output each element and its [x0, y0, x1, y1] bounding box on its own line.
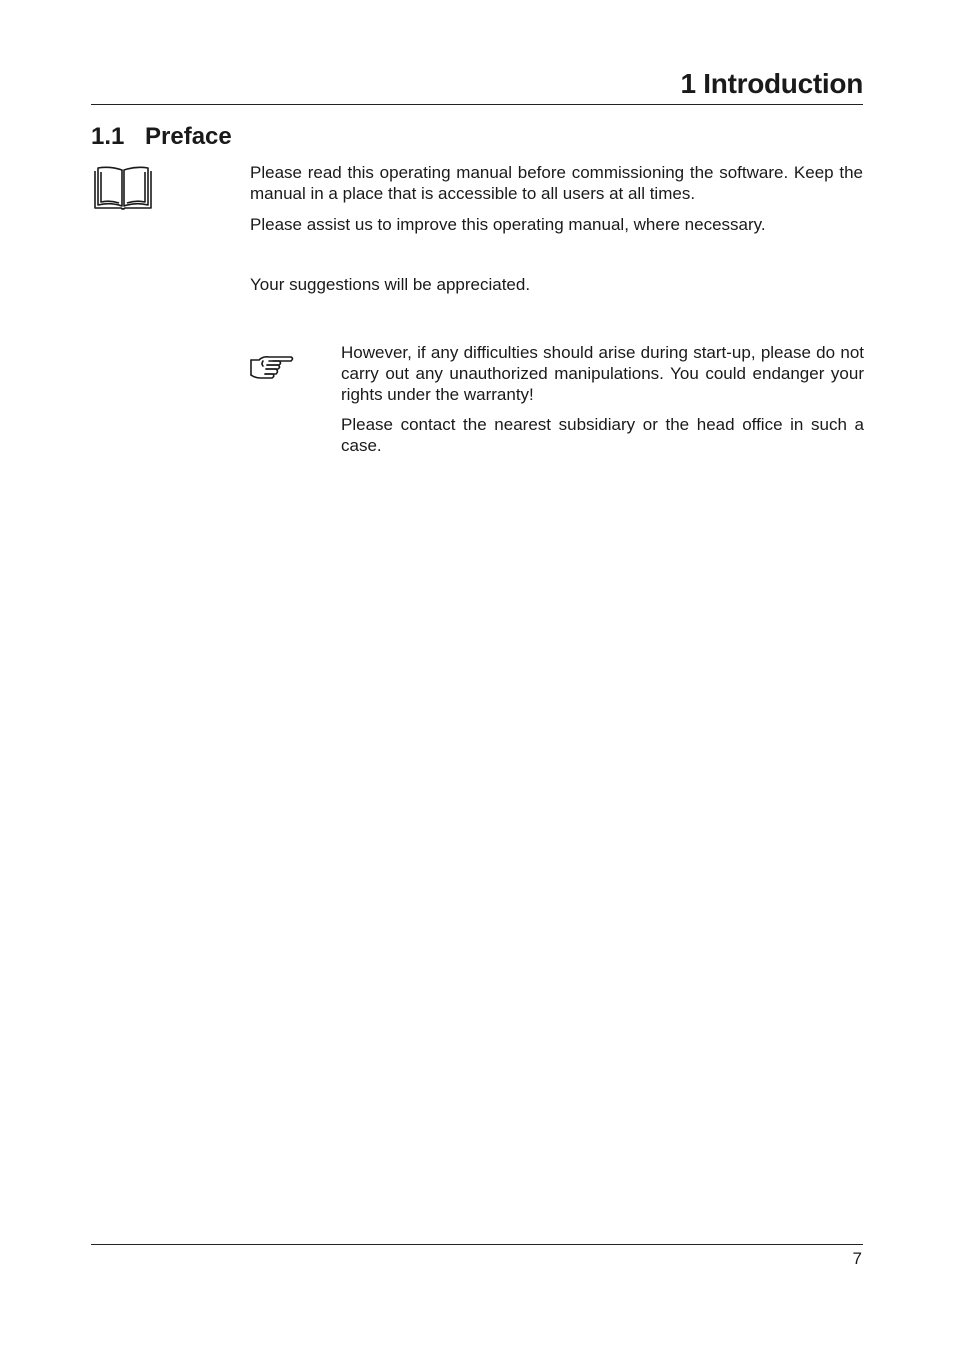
- book-icon: [93, 165, 153, 211]
- suggestions-paragraph: Your suggestions will be appreciated.: [250, 275, 531, 294]
- intro-paragraph: Please read this operating manual before commissioning the software. Keep the manual in a place that is accessible to all users at all times.: [250, 163, 863, 203]
- pointing-hand-icon: [249, 352, 295, 382]
- section-number: 1.1: [91, 123, 125, 150]
- contact-note-paragraph: Please contact the nearest subsidiary or the head office in such a case.: [341, 415, 864, 455]
- section-title: Preface: [145, 123, 232, 150]
- footer-rule: [91, 1244, 863, 1245]
- chapter-title: 1 Introduction: [680, 68, 863, 99]
- section-heading: [91, 120, 232, 154]
- improve-paragraph: Please assist us to improve this operating manual, where necessary.: [250, 215, 766, 234]
- header-rule: [91, 104, 863, 105]
- page-number: 7: [852, 1249, 862, 1268]
- warranty-note-paragraph: However, if any difficulties should arise during start-up, please do not carry out any unauthorized manipulations. You could endanger your rights under the warranty!: [341, 343, 864, 404]
